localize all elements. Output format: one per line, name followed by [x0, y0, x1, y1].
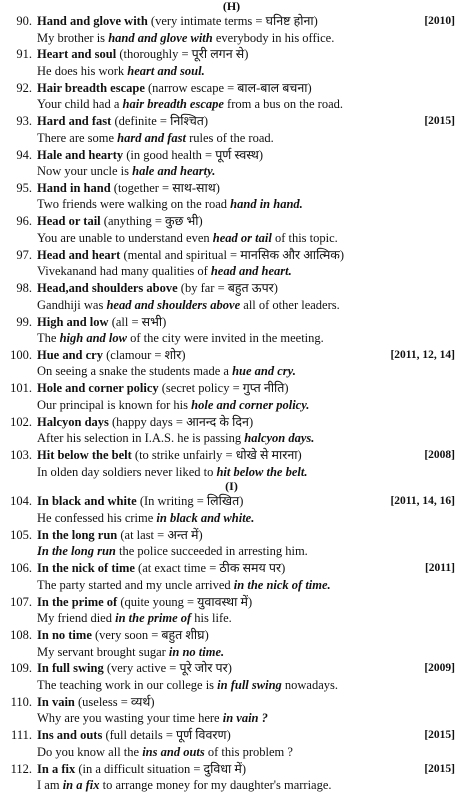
- example-text: In olden day soldiers never liked to: [37, 464, 217, 479]
- example-text: The party started and my uncle arrived: [37, 577, 234, 592]
- idiom-meaning: (mental and spiritual = मानसिक और आत्मिक): [120, 247, 345, 262]
- idiom-phrase: High and low: [37, 314, 109, 329]
- idiom-header-line: [0, 113, 463, 130]
- idiom-header-line: [0, 560, 463, 577]
- idiom-phrase: Hair breadth escape: [37, 80, 145, 95]
- idiom-number: 90.: [16, 14, 32, 28]
- idiom-number: 110.: [10, 694, 32, 709]
- example-text: Two friends were walking on the road: [37, 197, 231, 212]
- idiom-definition: [37, 527, 393, 544]
- idiom-definition: [37, 13, 393, 30]
- idiom-header-line: [0, 247, 463, 264]
- idiom-number: 107.: [10, 594, 32, 609]
- example-sentence: [37, 30, 463, 47]
- example-text: There are some: [37, 130, 118, 145]
- idiom-header-line: [0, 493, 463, 510]
- example-text: Your child had a: [37, 97, 123, 112]
- idiom-entry: [0, 727, 463, 760]
- idiom-entry: [0, 213, 463, 246]
- example-sentence: [37, 744, 463, 761]
- idiom-header-line: [0, 180, 463, 197]
- idiom-number: 98.: [16, 281, 32, 296]
- idiom-definition: [37, 380, 393, 397]
- example-text: of the city were invited in the meeting.: [126, 331, 324, 346]
- idiom-definition: [37, 594, 393, 611]
- idiom-phrase: Halcyon days: [37, 414, 109, 429]
- idiom-number: 92.: [16, 80, 32, 95]
- exam-year: [2008]: [424, 449, 455, 462]
- exam-year: [2011]: [424, 562, 455, 575]
- idiom-phrase: Hit below the belt: [37, 448, 132, 463]
- idiom-definition: [37, 493, 393, 510]
- idiom-meaning: (at exact time = ठीक समय पर): [134, 561, 286, 576]
- idiom-header-line: [0, 660, 463, 677]
- idiom-definition: [37, 46, 393, 63]
- example-sentence: [37, 363, 463, 380]
- idiom-header-line: [0, 414, 463, 431]
- example-sentence: [37, 196, 463, 213]
- example-text: Why are you wasting your time here: [37, 711, 223, 726]
- idiom-phrase: Ins and outs: [37, 728, 103, 743]
- example-text: nowadays.: [281, 677, 339, 692]
- example-sentence: [37, 230, 463, 247]
- idiom-number: 95.: [16, 180, 32, 195]
- idiom-number: 108.: [10, 628, 32, 643]
- example-idiom-highlight: head or tail: [212, 230, 272, 245]
- example-idiom-highlight: hard and fast: [117, 130, 186, 145]
- idiom-entry: [0, 147, 463, 180]
- example-sentence: [37, 430, 463, 447]
- idiom-meaning: (in good health = पूर्ण स्वस्थ): [123, 147, 264, 162]
- idiom-definition: [37, 147, 393, 164]
- example-sentence: [37, 777, 463, 794]
- idiom-header-line: [0, 447, 463, 464]
- idiom-definition: [37, 314, 393, 331]
- idiom-entry: [0, 627, 463, 660]
- example-idiom-highlight: head and shoulders above: [106, 297, 241, 312]
- idiom-phrase: Hand in hand: [37, 180, 111, 195]
- idiom-phrase: In black and white: [37, 494, 137, 509]
- example-idiom-highlight: head and heart.: [210, 264, 292, 279]
- idiom-entry: [0, 493, 463, 526]
- idiom-header-line: [0, 761, 463, 778]
- idiom-header-line: [0, 627, 463, 644]
- idiom-phrase: In the nick of time: [37, 561, 135, 576]
- example-idiom-highlight: in vain ?: [222, 711, 268, 726]
- example-text: The: [37, 331, 60, 346]
- example-text: I am: [37, 778, 63, 793]
- idiom-entry: [0, 80, 463, 113]
- idiom-number: 100.: [10, 347, 32, 362]
- idiom-entry: [0, 280, 463, 313]
- example-text: After his selection in I.A.S. he is passing: [37, 431, 245, 446]
- example-text: My friend died: [37, 611, 116, 626]
- idiom-header-line: [0, 314, 463, 331]
- idiom-definition: [37, 113, 393, 130]
- idiom-header-line: [0, 594, 463, 611]
- idiom-entry: [0, 660, 463, 693]
- idiom-number: 109.: [10, 661, 32, 676]
- example-sentence: [37, 610, 463, 627]
- example-idiom-highlight: in black and white.: [156, 510, 255, 525]
- exam-year: [2015]: [424, 115, 455, 128]
- exam-year: [2011, 14, 16]: [390, 495, 455, 508]
- example-idiom-highlight: hole and corner policy.: [191, 397, 310, 412]
- idiom-header-line: [0, 213, 463, 230]
- example-sentence: [37, 163, 463, 180]
- idiom-phrase: In no time: [37, 628, 92, 643]
- example-idiom-highlight: in the nick of time.: [233, 577, 331, 592]
- idiom-meaning: (by far = बहुत ऊपर): [177, 281, 278, 296]
- example-idiom-highlight: hit below the belt.: [216, 464, 308, 479]
- idiom-meaning: (thoroughly = पूरी लगन से): [116, 47, 249, 62]
- idiom-meaning: (very intimate terms = घनिष्ट होना): [147, 14, 318, 28]
- idiom-definition: [37, 213, 393, 230]
- idiom-meaning: (in a difficult situation = दुविधा में): [75, 761, 247, 776]
- idiom-number: 105.: [10, 527, 32, 542]
- idiom-definition: [37, 761, 393, 778]
- idiom-header-line: [0, 13, 463, 30]
- idiom-header-line: [0, 147, 463, 164]
- idiom-entry: [0, 180, 463, 213]
- idiom-definition: [37, 247, 393, 264]
- example-text: My brother is: [37, 30, 109, 45]
- idiom-entry: [0, 694, 463, 727]
- idiom-entry: [0, 13, 463, 46]
- idiom-phrase: In the prime of: [37, 594, 118, 609]
- idiom-definition: [37, 280, 393, 297]
- example-idiom-highlight: halcyon days.: [244, 431, 315, 446]
- example-text: Gandhiji was: [37, 297, 107, 312]
- idiom-meaning: (narrow escape = बाल-बाल बचना): [144, 80, 312, 95]
- idiom-number: 104.: [10, 494, 32, 509]
- idiom-definition: [37, 727, 393, 744]
- idiom-header-line: [0, 80, 463, 97]
- example-text: everybody in his office.: [212, 30, 335, 45]
- example-idiom-highlight: ins and outs: [142, 744, 205, 759]
- example-idiom-highlight: hand in hand.: [230, 197, 303, 212]
- example-idiom-highlight: hue and cry.: [232, 364, 296, 379]
- example-idiom-highlight: hair breadth escape: [122, 97, 224, 112]
- idiom-header-line: [0, 46, 463, 63]
- example-sentence: [37, 464, 463, 481]
- example-text: from a bus on the road.: [223, 97, 343, 112]
- idiom-phrase: Head or tail: [37, 214, 101, 229]
- idiom-number: 101.: [10, 381, 32, 396]
- example-idiom-highlight: high and low: [59, 331, 127, 346]
- example-text: to arrange money for my daughter's marriage.: [99, 778, 332, 793]
- idiom-entry: [0, 414, 463, 447]
- example-text: He confessed his crime: [37, 510, 157, 525]
- idiom-header-line: [0, 527, 463, 544]
- example-sentence: [37, 330, 463, 347]
- example-text: the police succeeded in arresting him.: [115, 544, 308, 559]
- idiom-entry: [0, 761, 463, 794]
- example-sentence: [37, 297, 463, 314]
- idiom-meaning: (useless = व्यर्थ): [74, 694, 155, 709]
- example-idiom-highlight: in a fix: [62, 778, 100, 793]
- idiom-definition: [37, 447, 393, 464]
- example-sentence: [37, 96, 463, 113]
- idiom-number: 111.: [11, 728, 32, 743]
- idiom-entry: [0, 314, 463, 347]
- section-heading: (I): [225, 479, 238, 494]
- example-sentence: [37, 263, 463, 280]
- idiom-number: 99.: [16, 314, 32, 329]
- idiom-phrase: In full swing: [37, 661, 104, 676]
- idiom-header-line: [0, 694, 463, 711]
- example-idiom-highlight: in no time.: [168, 644, 225, 659]
- example-idiom-highlight: in full swing: [217, 677, 282, 692]
- idiom-definition: [37, 180, 393, 197]
- idiom-definition: [37, 414, 393, 431]
- idiom-meaning: (full details = पूर्ण विवरण): [102, 728, 231, 743]
- example-text: his life.: [191, 611, 232, 626]
- idiom-meaning: (to strike unfairly = धोखे से मारना): [131, 448, 302, 463]
- idiom-meaning: (very active = पूरे जोर पर): [103, 661, 232, 676]
- example-sentence: [37, 510, 463, 527]
- example-text: Now your uncle is: [37, 164, 133, 179]
- idiom-meaning: (quite young = युवावस्था में): [117, 594, 253, 609]
- example-text: all of other leaders.: [240, 297, 340, 312]
- exam-year: [2009]: [424, 662, 455, 675]
- example-text: of this topic.: [271, 230, 338, 245]
- idiom-number: 112.: [10, 761, 32, 776]
- idiom-definition: [37, 80, 393, 97]
- idiom-entry: [0, 560, 463, 593]
- idiom-number: 103.: [10, 448, 32, 463]
- idiom-definition: [37, 560, 393, 577]
- example-idiom-highlight: in the prime of: [115, 611, 192, 626]
- example-text: Vivekanand had many qualities of: [37, 264, 211, 279]
- example-idiom-highlight: heart and soul.: [127, 63, 205, 78]
- idiom-meaning: (In writing = लिखित): [136, 494, 244, 509]
- example-text: You are unable to understand even: [37, 230, 213, 245]
- idiom-definition: [37, 694, 393, 711]
- idiom-header-line: [0, 380, 463, 397]
- example-text: He does his work: [37, 63, 128, 78]
- idiom-entry: [0, 247, 463, 280]
- idiom-phrase: In the long run: [37, 527, 118, 542]
- idiom-meaning: (secret policy = गुप्त नीति): [158, 381, 289, 396]
- idiom-entry: [0, 380, 463, 413]
- example-sentence: [37, 710, 463, 727]
- idiom-meaning: (all = सभी): [108, 314, 167, 329]
- idiom-entry: [0, 46, 463, 79]
- idiom-phrase: Hale and hearty: [37, 147, 124, 162]
- idiom-meaning: (together = साथ-साथ): [110, 180, 220, 195]
- example-sentence: [37, 63, 463, 80]
- idiom-entry: [0, 447, 463, 480]
- idiom-header-line: [0, 347, 463, 364]
- idiom-meaning: (happy days = आनन्द के दिन): [108, 414, 254, 429]
- exam-year: [2010]: [424, 15, 455, 27]
- example-text: of this problem ?: [204, 744, 293, 759]
- idiom-number: 91.: [16, 47, 32, 62]
- idiom-phrase: Hue and cry: [37, 347, 103, 362]
- example-text: On seeing a snake the students made a: [37, 364, 233, 379]
- example-idiom-highlight: In the long run: [37, 544, 116, 559]
- idiom-definition: [37, 660, 393, 677]
- idiom-phrase: In vain: [37, 694, 75, 709]
- example-text: The teaching work in our college is: [37, 677, 218, 692]
- example-sentence: [37, 644, 463, 661]
- idiom-number: 94.: [16, 147, 32, 162]
- idiom-entry: [0, 113, 463, 146]
- idiom-phrase: Heart and soul: [37, 47, 117, 62]
- idiom-phrase: Hole and corner policy: [37, 381, 159, 396]
- idiom-entry: [0, 594, 463, 627]
- idiom-phrase: Hand and glove with: [37, 14, 148, 28]
- example-idiom-highlight: hale and hearty.: [132, 164, 216, 179]
- idiom-meaning: (clamour = शोर): [102, 347, 186, 362]
- example-text: Do you know all the: [37, 744, 143, 759]
- example-sentence: [37, 677, 463, 694]
- idiom-number: 102.: [10, 414, 32, 429]
- idiom-number: 106.: [10, 561, 32, 576]
- idiom-meaning: (at last = अन्त में): [117, 527, 203, 542]
- idiom-phrase: In a fix: [37, 761, 76, 776]
- idiom-number: 93.: [16, 114, 32, 129]
- idiom-phrase: Head and heart: [37, 247, 121, 262]
- example-text: Our principal is known for his: [37, 397, 192, 412]
- idiom-meaning: (anything = कुछ भी): [100, 214, 203, 229]
- idiom-phrase: Head,and shoulders above: [37, 281, 178, 296]
- example-sentence: [37, 577, 463, 594]
- idiom-header-line: [0, 727, 463, 744]
- exam-year: [2015]: [424, 762, 455, 775]
- idiom-header-line: [0, 280, 463, 297]
- idiom-entry: [0, 347, 463, 380]
- idiom-phrase: Hard and fast: [37, 114, 112, 129]
- idiom-number: 96.: [16, 214, 32, 229]
- idiom-definition: [37, 347, 393, 364]
- example-idiom-highlight: hand and glove with: [108, 30, 213, 45]
- example-sentence: [37, 130, 463, 147]
- exam-year: [2011, 12, 14]: [390, 348, 455, 361]
- idiom-entry: [0, 527, 463, 560]
- example-text: rules of the road.: [185, 130, 274, 145]
- idiom-meaning: (definite = निश्चित): [111, 114, 209, 129]
- exam-year: [2015]: [424, 729, 455, 742]
- idiom-number: 97.: [16, 247, 32, 262]
- idiom-meaning: (very soon = बहुत शीघ्र): [91, 628, 209, 643]
- example-sentence: [37, 543, 463, 560]
- idiom-definition: [37, 627, 393, 644]
- example-text: My servant brought sugar: [37, 644, 169, 659]
- example-sentence: [37, 397, 463, 414]
- section-heading: (H): [222, 0, 241, 13]
